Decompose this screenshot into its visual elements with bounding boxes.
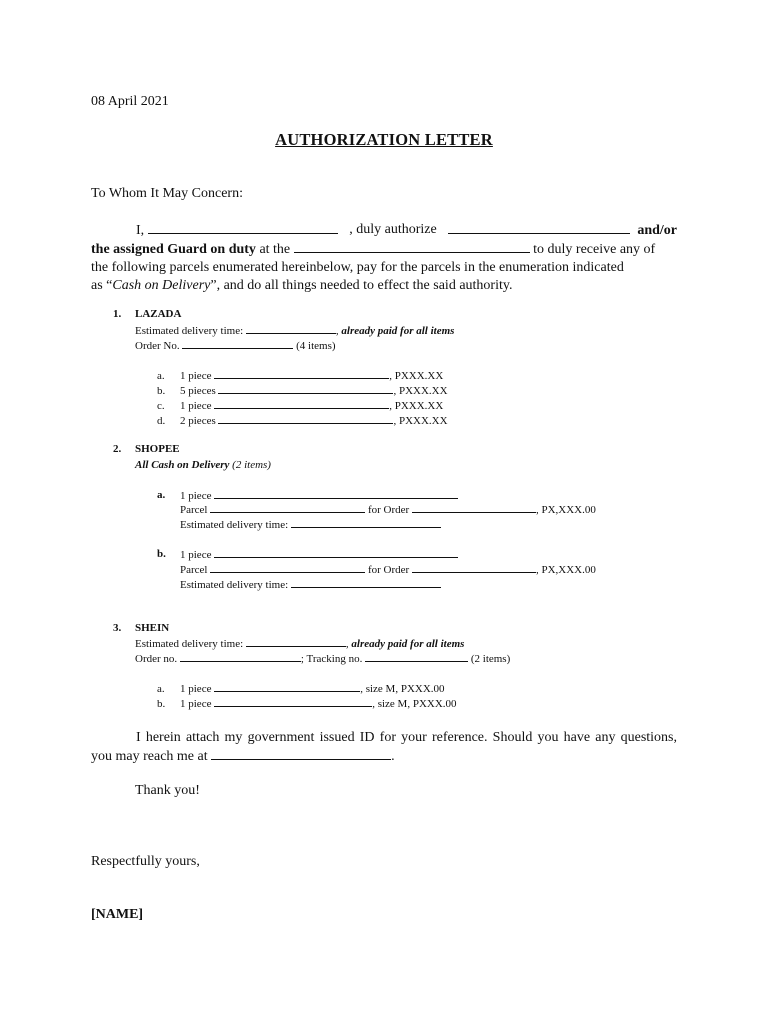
- lazada-order-blank: [182, 339, 293, 349]
- lazada-eta-blank: [246, 324, 336, 334]
- intro-line-3: the following parcels enumerated hereinbelow, pay for the parcels in the enumeration indicated: [91, 260, 624, 275]
- parcel-blank: [210, 503, 365, 513]
- shopee-count: (2 items): [232, 459, 271, 471]
- for-order-label: for Order: [367, 504, 410, 516]
- shopee-subtitle: [135, 459, 271, 471]
- intro-duly-authorize: , duly authorize: [349, 222, 437, 237]
- order-number-blank: [412, 563, 536, 573]
- authorized-person-blank: [448, 221, 630, 234]
- thank-you: Thank you!: [135, 783, 200, 798]
- lazada-eta: Estimated delivery time: , already paid for all items: [135, 325, 455, 337]
- item-description-blank: [214, 489, 458, 499]
- item-letter: a.: [157, 683, 165, 695]
- parcel-blank: [210, 563, 365, 573]
- item-qty: 1 piece: [180, 400, 212, 412]
- shein-number: 3.: [113, 622, 122, 634]
- shein-order-blank: [180, 652, 301, 662]
- item-detail: , size M, PXXX.00: [360, 683, 445, 695]
- intro-i: I,: [136, 223, 145, 238]
- shopee-cod-note: All Cash on Delivery: [135, 459, 230, 471]
- item-letter: b.: [157, 548, 166, 560]
- item-detail: , size M, PXXX.00: [372, 698, 457, 710]
- item-letter: a.: [157, 489, 166, 501]
- authorizer-name-blank: [148, 221, 338, 234]
- intro-to-duly: to duly receive any of: [533, 242, 656, 257]
- lazada-item: [157, 369, 443, 382]
- eta-blank: [291, 578, 441, 588]
- lazada-item: [157, 414, 448, 427]
- eta-label: Estimated delivery time:: [180, 519, 289, 531]
- shopee-item-parcel-line: [180, 563, 596, 576]
- item-letter: a.: [157, 370, 165, 382]
- item-description-blank: [214, 697, 372, 707]
- item-qty: 1 piece: [180, 683, 212, 695]
- lazada-order: [135, 339, 336, 352]
- shopee-number: 2.: [113, 443, 122, 455]
- order-number-blank: [412, 503, 536, 513]
- letter-title: AUTHORIZATION LETTER: [275, 130, 493, 149]
- item-qty: 2 pieces: [180, 415, 216, 427]
- parcel-label: Parcel: [180, 504, 208, 516]
- shein-tracking-label: ; Tracking no.: [300, 653, 363, 665]
- lazada-heading: LAZADA: [135, 308, 182, 320]
- parcel-label: Parcel: [180, 564, 208, 576]
- shopee-item-parcel-line: [180, 503, 596, 516]
- item-description-blank: [214, 682, 360, 692]
- intro-rest: ”, and do all things needed to effect the said authority.: [210, 278, 513, 293]
- shein-eta: Estimated delivery time: , already paid for all items: [135, 638, 465, 650]
- shein-order-label: Order no.: [135, 653, 178, 665]
- shein-order: [135, 652, 510, 665]
- shein-paid-note: already paid for all items: [351, 638, 465, 650]
- shein-eta-blank: [246, 637, 346, 647]
- shopee-item-eta-line: [180, 578, 441, 591]
- shein-item: [157, 697, 457, 710]
- contact-blank: [211, 747, 391, 760]
- lazada-item: [157, 384, 448, 397]
- item-price: , PXXX.XX: [389, 400, 444, 412]
- lazada-paid-note: already paid for all items: [341, 325, 455, 337]
- intro-assigned-guard: the assigned Guard on duty: [91, 242, 256, 257]
- item-letter: c.: [157, 400, 165, 412]
- shein-eta-label: Estimated delivery time:: [135, 638, 244, 650]
- lazada-count: (4 items): [296, 340, 336, 352]
- item-price: , PXXX.XX: [389, 370, 444, 382]
- shopee-heading: SHOPEE: [135, 443, 180, 455]
- location-blank: [294, 240, 530, 253]
- intro-at-the: at the: [259, 242, 291, 257]
- intro-cod: Cash on Delivery: [112, 278, 211, 293]
- item-qty: 5 pieces: [180, 385, 216, 397]
- item-description-blank: [214, 399, 389, 409]
- intro-and-or: and/or: [637, 223, 677, 238]
- intro-as: as “: [91, 278, 113, 293]
- eta-blank: [291, 518, 441, 528]
- lazada-order-label: Order No.: [135, 340, 180, 352]
- salutation: To Whom It May Concern:: [91, 186, 243, 201]
- shein-count: (2 items): [470, 653, 511, 665]
- for-order-label: for Order: [367, 564, 410, 576]
- item-description-blank: [218, 384, 393, 394]
- item-price: , PXXX.XX: [393, 415, 448, 427]
- lazada-eta-label: Estimated delivery time:: [135, 325, 244, 337]
- letter-date: 08 April 2021: [91, 94, 169, 109]
- shopee-item-qty-line: [180, 548, 458, 561]
- intro-paragraph: [91, 221, 677, 295]
- item-letter: b.: [157, 385, 166, 397]
- item-description-blank: [214, 369, 389, 379]
- shein-tracking-blank: [365, 652, 468, 662]
- respectfully-yours: Respectfully yours,: [91, 854, 200, 869]
- item-qty: 1 piece: [180, 549, 212, 561]
- item-price: , PX,XXX.00: [535, 564, 596, 576]
- item-price: , PX,XXX.00: [535, 504, 596, 516]
- item-letter: b.: [157, 698, 166, 710]
- item-qty: 1 piece: [180, 490, 212, 502]
- item-description-blank: [218, 414, 393, 424]
- shopee-item-qty-line: [180, 489, 458, 502]
- lazada-number: 1.: [113, 308, 122, 320]
- shopee-item-eta-line: [180, 518, 441, 531]
- eta-label: Estimated delivery time:: [180, 579, 289, 591]
- item-description-blank: [214, 548, 458, 558]
- shein-item: [157, 682, 445, 695]
- signatory-name: [NAME]: [91, 907, 144, 922]
- item-qty: 1 piece: [180, 698, 212, 710]
- attachment-text: I herein attach my government issued ID for your reference. Should you have any questions, you may reach me at: [91, 730, 677, 764]
- attachment-paragraph: I herein attach my government issued ID for your reference. Should you have any questions, you may reach me at .: [91, 730, 677, 764]
- item-qty: 1 piece: [180, 370, 212, 382]
- shein-heading: SHEIN: [135, 622, 170, 634]
- lazada-item: [157, 399, 443, 412]
- item-letter: d.: [157, 415, 166, 427]
- item-price: , PXXX.XX: [393, 385, 448, 397]
